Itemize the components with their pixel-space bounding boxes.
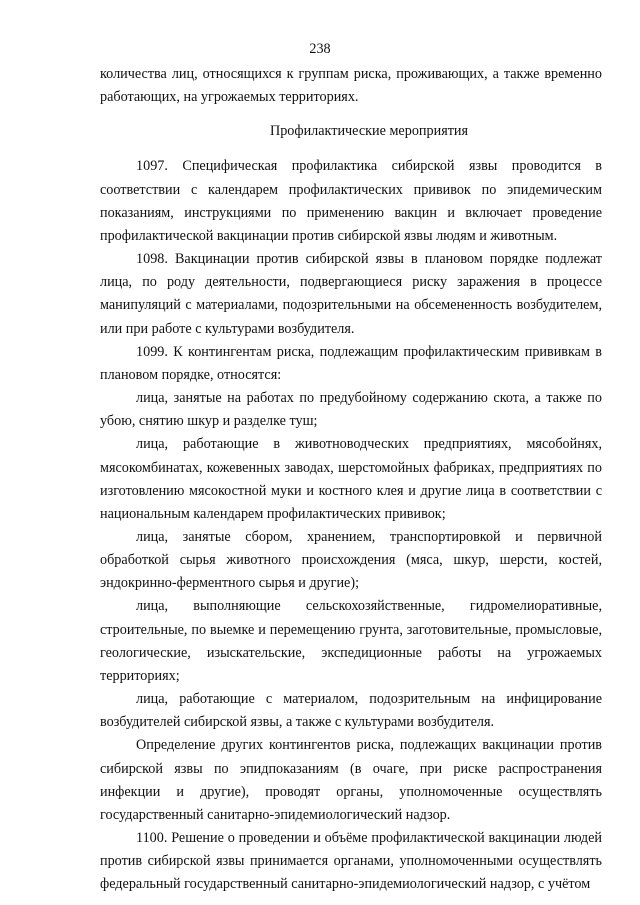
- list-item-livestock: лица, работающие в животноводческих предприятиях, мясобойнях, мясокомбинатах, кожевенных заводах, шерстомойных фабриках, предприятиях по изготовлению мясокостной муки и костного клея и другие лица в соответствии с национальным календарем профилактических прививок;: [100, 436, 602, 522]
- paragraph-1097: 1097. Специфическая профилактика сибирской язвы проводится в соответствии с календарем профилактических прививок по эпидемическим показаниям, инструкциями по применению вакцин и включает проведение профилактической вакцинации против сибирской язвы людям и животным.: [100, 158, 602, 244]
- document-body: [100, 63, 602, 896]
- paragraph-1100: 1100. Решение о проведении и объёме профилактической вакцинации людей против сибирской язвы принимается органами, уполномоченными осуществлять федеральный государственный санитарно-эпидемиологический надзор, с учётом: [100, 830, 602, 893]
- list-item-slaughter: лица, занятые на работах по предубойному содержанию скота, а также по убою, снятию шкур и разделке туш;: [100, 390, 602, 430]
- list-item-raw-materials: лица, занятые сбором, хранением, транспортировкой и первичной обработкой сырья животного происхождения (мяса, шкур, шерсти, костей, эндокринно-ферментного сырья и другие);: [100, 528, 602, 592]
- list-item-fieldwork: лица, выполняющие сельскохозяйственные, гидромелиоративные, строительные, по выемке и перемещению грунта, заготовительные, промысловые, геологические, изыскательские, экспедиционные работы на угрожаемых территориях;: [100, 598, 602, 684]
- paragraph-continuation: количества лиц, относящихся к группам риска, проживающих, а также временно работающих, на угрожаемых территориях.: [100, 66, 602, 106]
- paragraph-1099: 1099. К контингентам риска, подлежащим профилактическим прививкам в плановом порядке, относятся:: [100, 343, 602, 383]
- paragraph-1098: 1098. Вакцинации против сибирской язвы в плановом порядке подлежат лица, по роду деятельности, подвергающиеся риску заражения в процессе манипуляций с материалами, подозрительными на обсемененность возбудителем, или при работе с культурами возбудителя.: [100, 251, 602, 337]
- list-item-lab-work: лица, работающие с материалом, подозрительным на инфицирование возбудителей сибирской язвы, а также с культурами возбудителя.: [100, 691, 602, 731]
- section-heading: Профилактические мероприятия: [269, 123, 469, 140]
- page-number: 238: [309, 41, 331, 57]
- paragraph-other-contingents: Определение других контингентов риска, подлежащих вакцинации против сибирской язвы по эпидпоказаниям (в очаге, при риске распространения инфекции и другие), проводят органы, уполномоченные осуществлять государственный санитарно-эпидемиологический надзор.: [100, 737, 602, 823]
